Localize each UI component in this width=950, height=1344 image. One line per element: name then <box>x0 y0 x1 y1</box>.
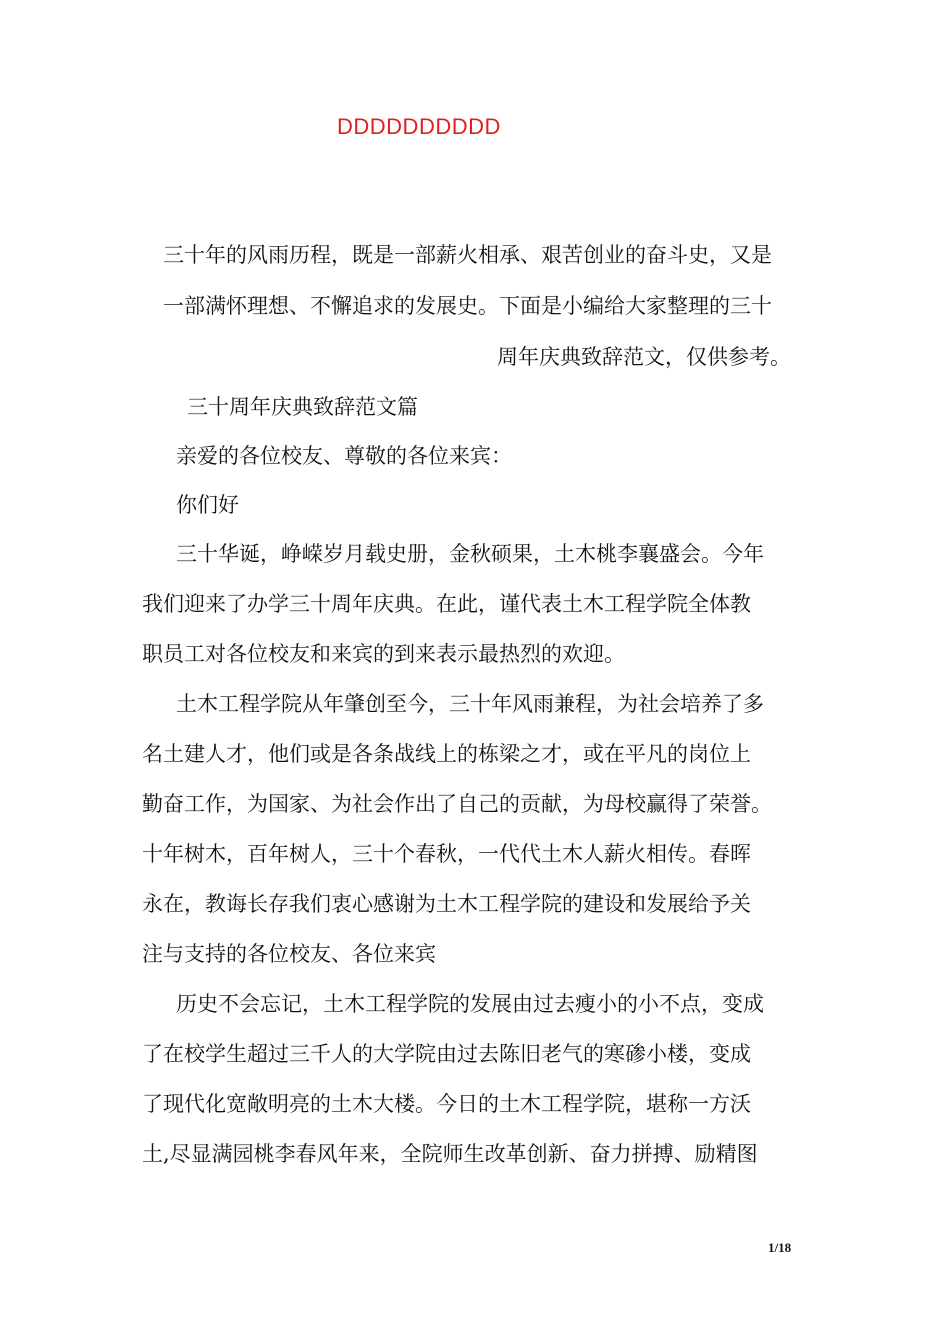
intro-line-1: 三十年的风雨历程，既是一部薪火相承、艰苦创业的奋斗史，又是 <box>163 243 772 267</box>
intro-line-2: 一部满怀理想、不懈追求的发展史。下面是小编给大家整理的三十 <box>163 294 772 318</box>
paragraph-3-line-1: 历史不会忘记，土木工程学院的发展由过去瘦小的小不点，变成 <box>176 992 764 1016</box>
paragraph-1-line-3: 职员工对各位校友和来宾的到来表示最热烈的欢迎。 <box>142 642 625 666</box>
section-title: 三十周年庆典致辞范文篇 <box>187 395 418 419</box>
paragraph-3-line-2: 了在校学生超过三千人的大学院由过去陈旧老气的寒碜小楼，变成 <box>142 1042 751 1066</box>
paragraph-2-line-3: 勤奋工作，为国家、为社会作出了自己的贡献，为母校赢得了荣誉。 <box>142 792 772 816</box>
paragraph-2-line-1: 土木工程学院从年肇创至今，三十年风雨兼程，为社会培养了多 <box>176 692 764 716</box>
paragraph-1-line-1: 三十华诞，峥嵘岁月载史册，金秋硕果，土木桃李襄盛会。今年 <box>176 542 764 566</box>
paragraph-2-line-4: 十年树木，百年树人，三十个春秋，一代代土木人薪火相传。春晖 <box>142 842 751 866</box>
paragraph-1-line-2: 我们迎来了办学三十周年庆典。在此，谨代表土木工程学院全体教 <box>142 592 751 616</box>
greeting: 你们好 <box>176 493 239 517</box>
document-header: DDDDDDDDDD <box>337 114 501 139</box>
paragraph-3-line-4: 土,尽显满园桃李春风年来，全院师生改革创新、奋力拼搏、励精图 <box>142 1142 758 1166</box>
salutation: 亲爱的各位校友、尊敬的各位来宾： <box>176 444 512 468</box>
paragraph-2-line-6: 注与支持的各位校友、各位来宾 <box>142 942 436 966</box>
paragraph-2-line-5: 永在，教诲长存我们衷心感谢为土木工程学院的建设和发展给予关 <box>142 892 751 916</box>
page-number: 1/18 <box>768 1240 792 1255</box>
intro-line-3: 周年庆典致辞范文，仅供参考。 <box>497 345 791 369</box>
paragraph-2-line-2: 名土建人才，他们或是各条战线上的栋梁之才，或在平凡的岗位上 <box>142 742 751 766</box>
paragraph-3-line-3: 了现代化宽敞明亮的土木大楼。今日的土木工程学院，堪称一方沃 <box>142 1092 751 1116</box>
